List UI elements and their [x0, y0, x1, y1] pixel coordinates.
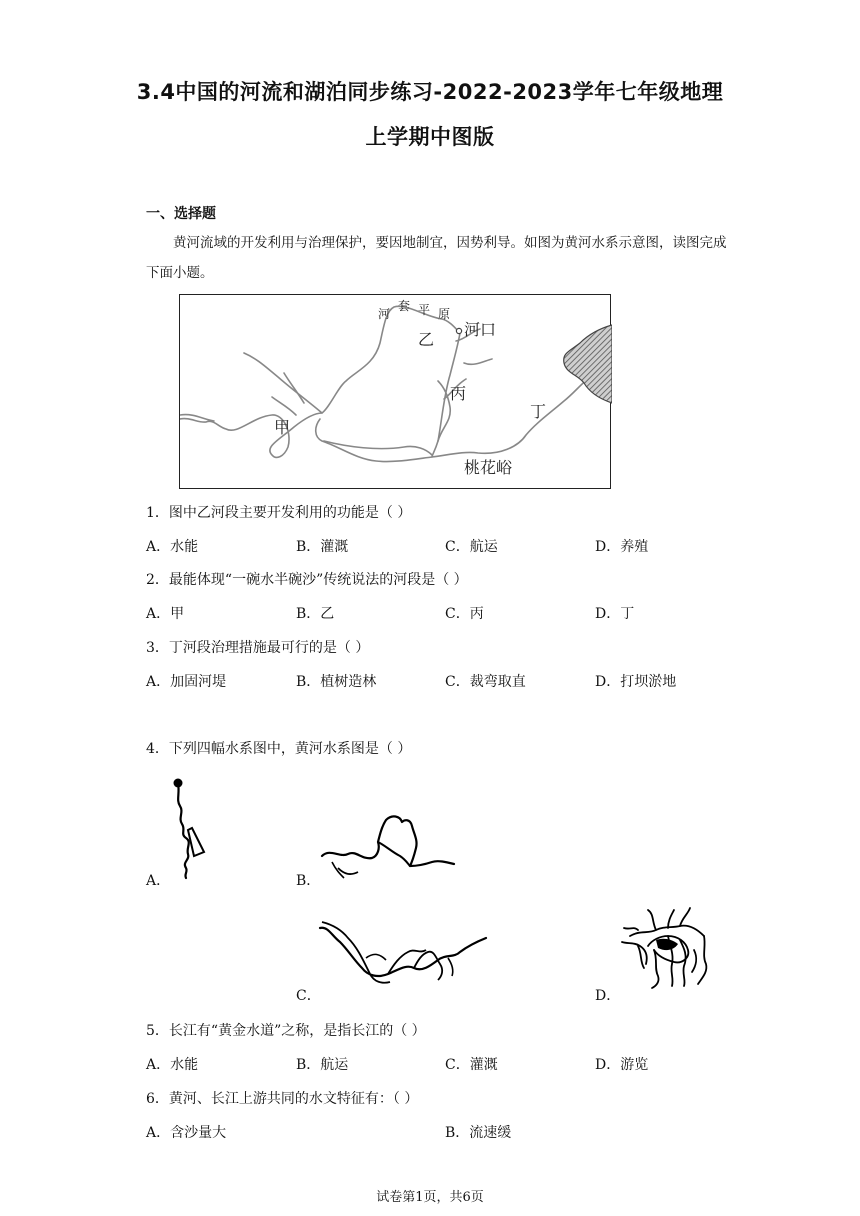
map-label-he: 河 [378, 307, 391, 321]
page-title-line1: 3.4中国的河流和湖泊同步练习-2022-2023学年七年级地理 [136, 80, 724, 104]
question-4-option-d[interactable]: D． [595, 988, 621, 1004]
question-3-option-c[interactable]: C．裁弯取直 [445, 674, 526, 690]
question-3-option-d[interactable]: D．打坝淤地 [595, 674, 677, 690]
question-2-option-c[interactable]: C．丙 [445, 606, 484, 622]
map-label-yi: 乙 [418, 330, 435, 349]
question-6-option-a[interactable]: A．含沙量大 [146, 1125, 227, 1141]
question-2-option-d[interactable]: D．丁 [595, 606, 635, 622]
map-label-bing: 丙 [450, 384, 467, 403]
question-5-option-b[interactable]: B．航运 [296, 1057, 349, 1073]
option-b-river-diagram [318, 812, 458, 880]
question-1-stem: 1．图中乙河段主要开发利用的功能是（ ） [146, 505, 412, 521]
question-5-option-a[interactable]: A．水能 [146, 1057, 199, 1073]
option-d-river-diagram [618, 906, 714, 990]
section-heading: 一、选择题 [146, 206, 216, 222]
question-2-option-b[interactable]: B．乙 [296, 606, 335, 622]
question-4-option-a[interactable]: A． [146, 873, 171, 889]
map-label-tao: 套 [398, 299, 411, 313]
question-5-option-c[interactable]: C．灌溉 [445, 1057, 498, 1073]
question-4-option-c[interactable]: C． [296, 988, 321, 1004]
map-label-ding: 丁 [530, 402, 547, 421]
intro-paragraph: 黄河流域的开发利用与治理保护，要因地制宜，因势利导。如图为黄河水系示意图，读图完成下面小题。 [146, 235, 727, 281]
question-1-option-b[interactable]: B．灌溉 [296, 539, 349, 555]
question-6-option-b[interactable]: B．流速缓 [445, 1125, 512, 1141]
yellow-river-map-drawing [180, 295, 612, 490]
question-3-option-a[interactable]: A．加固河堤 [146, 674, 227, 690]
question-3-stem: 3．丁河段治理措施最可行的是（ ） [146, 640, 370, 656]
map-label-jia: 甲 [274, 418, 291, 437]
option-c-river-diagram [318, 918, 488, 990]
map-label-ping: 平 [418, 303, 431, 317]
map-label-taohuayu: 桃花峪 [464, 458, 513, 477]
question-1-option-a[interactable]: A．水能 [146, 539, 199, 555]
question-6-stem: 6．黄河、长江上游共同的水文特征有：（ ） [146, 1091, 419, 1107]
map-label-hekou: 河口 [464, 320, 497, 339]
question-2-stem: 2．最能体现“一碗水半碗沙”传统说法的河段是（ ） [146, 572, 468, 588]
question-1-option-c[interactable]: C．航运 [445, 539, 498, 555]
yellow-river-map [179, 294, 611, 489]
option-a-river-diagram [166, 774, 216, 884]
question-4-option-b[interactable]: B． [296, 873, 321, 889]
map-label-yuan: 原 [438, 307, 451, 321]
question-3-option-b[interactable]: B．植树造林 [296, 674, 377, 690]
question-2-option-a[interactable]: A．甲 [146, 606, 185, 622]
page-footer: 试卷第1页，共6页 [376, 1190, 484, 1205]
question-5-option-d[interactable]: D．游览 [595, 1057, 649, 1073]
question-5-stem: 5．长江有“黄金水道”之称，是指长江的（ ） [146, 1023, 426, 1039]
question-4-stem: 4．下列四幅水系图中，黄河水系图是（ ） [146, 741, 412, 757]
question-1-option-d[interactable]: D．养殖 [595, 539, 649, 555]
bohai-sea [564, 325, 612, 403]
page-title-line2: 上学期中图版 [365, 125, 495, 149]
